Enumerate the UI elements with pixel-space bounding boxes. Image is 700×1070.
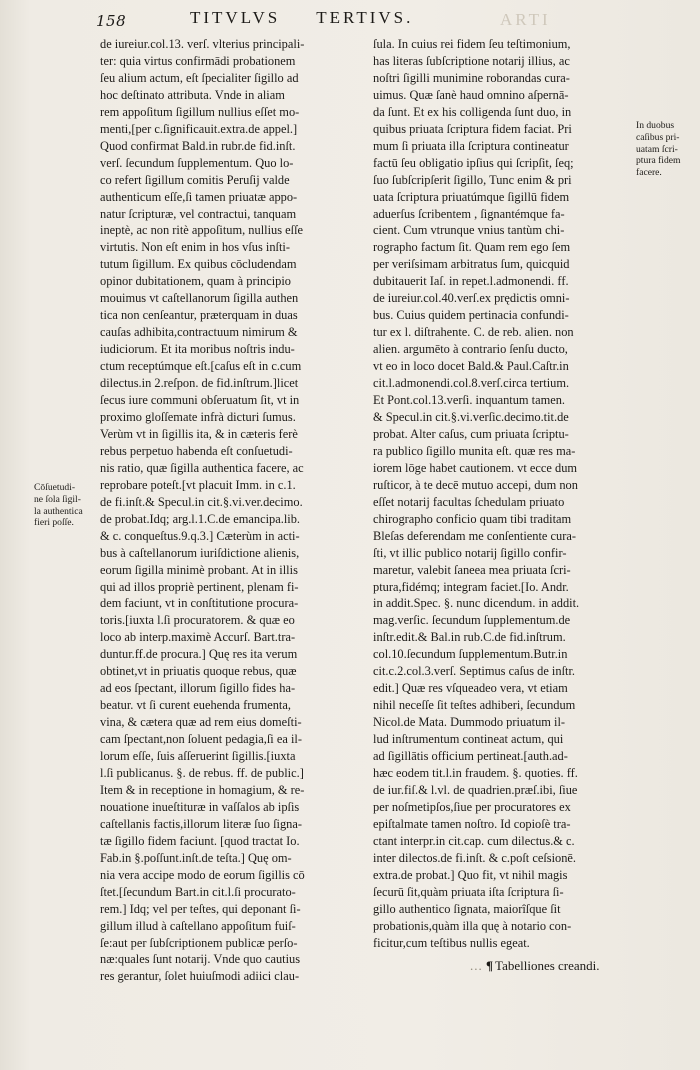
- text-line: nouatione inueſtituræ in vaſſalos ab ipſis: [100, 799, 300, 814]
- text-line: ra publico ſigillo munita eſt. quæ res ma-: [373, 443, 576, 458]
- text-line: rographo factum ſit. Quam rem ego ſem: [373, 240, 571, 255]
- text-line: Item & in receptione in homagium, & re-: [100, 782, 305, 797]
- text-line: rem appoſitum ſigillum nullius eſſet mo-: [100, 104, 300, 119]
- text-line: has literas ſubſcriptione notarij illius, ac: [373, 53, 570, 68]
- text-line: l.ſi publicanus. §. de rebus. ff. de public.]: [100, 765, 304, 780]
- text-line: ſecus iure communi obſeruatum ſit, vt in: [100, 393, 300, 408]
- text-line: virtutis. Non eſt enim in hos vſus inſti-: [100, 240, 290, 255]
- text-line: mum ſi priuata illa ſcriptura contineatur: [373, 138, 569, 153]
- text-line: ſtet.[ſecundum Bart.in cit.l.ſi procurato-: [100, 884, 296, 899]
- text-line: obtinet,vt in priuatis quoque rebus, quæ: [100, 664, 297, 679]
- text-line: Verùm vt in ſigillis ita, & in cæteris ferè: [100, 426, 298, 441]
- text-line: mag.verſic. ſecundum ſupplementum.de: [373, 613, 571, 628]
- right-text-column: [373, 36, 633, 951]
- pilcrow-icon: ¶: [486, 958, 494, 973]
- text-line: Et Pont.col.13.verſi. inquantum tamen.: [373, 393, 566, 408]
- text-line: per noſmetipſos,ſiue per procuratores ex: [373, 799, 571, 814]
- text-line: ſecurū ſit,quàm priuata iſta ſcriptura ſi-: [373, 884, 564, 899]
- text-line: de probat.Idq; arg.l.1.C.de emancipa.lib.: [100, 511, 301, 526]
- text-line: ruſticor, à te decē mutuo accepi, dum non: [373, 477, 578, 492]
- show-through-text: ARTI: [500, 10, 551, 29]
- text-line: lorum eſſe, ſuis aſſeruerint ſigillis.[iuxta: [100, 749, 296, 764]
- text-line: iudiciorum. Et ita moribus noſtris indu-: [100, 342, 295, 357]
- text-line: ctant interpr.in cit.cap. cum dilectus.& c.: [373, 833, 575, 848]
- text-line: reprobare poteſt.[vt placuit Imm. in c.1.: [100, 477, 296, 492]
- text-line: cient. Cum vtrunque vnius tantùm chi-: [373, 223, 565, 238]
- text-line: inſtr.edit.& Bal.in rub.C.de fid.inſtrum.: [373, 630, 566, 645]
- left-text-column: [100, 36, 365, 985]
- text-line: dem faciunt, vt in conſtitutione procura-: [100, 596, 299, 611]
- text-line: aduerſus ſcribentem , ſignantémque fa-: [373, 206, 565, 221]
- text-line: ſula. In cuius rei fidem ſeu teſtimonium,: [373, 37, 571, 51]
- text-line: authenticum eſſe,ſi tamen priuatæ appo-: [100, 189, 298, 204]
- margin-note-left: [34, 482, 100, 529]
- text-line: tæ ſigillo fidem faciunt. [quod tractat Io.: [100, 833, 300, 848]
- running-title: [190, 8, 413, 28]
- text-line: per veriſsimam arbitratus ſum, quicquid: [373, 257, 570, 272]
- text-line: næ:quales ſunt notarij. Vnde quo cautius: [100, 952, 301, 967]
- text-line: Quod confirmat Bald.in rubr.de fid.inſt.: [100, 138, 296, 153]
- text-line: ficitur,cum teſtibus nullis egeat.: [373, 935, 530, 950]
- catchword-leader: ...: [470, 958, 483, 973]
- text-line: factū ſeu obligatio ipſius qui ſcripſit, ſeq;: [373, 155, 574, 170]
- text-line: qui ad illos propriè pertinent, plenam fi-: [100, 579, 299, 594]
- text-line: nis ratio, quæ ſigilla authentica facere, ac: [100, 460, 304, 475]
- text-line: ſeu alium actum, eſt ſpecialiter ſigillo ad: [100, 70, 299, 85]
- catchword-text: Tabelliones creandi.: [495, 958, 600, 973]
- margin-note-line: In duobus: [636, 120, 675, 131]
- text-line: rem.] Idq; vel per teſtes, qui deponant ſi-: [100, 901, 301, 916]
- margin-note-line: ptura fidem: [636, 155, 681, 167]
- text-line: nia vera accipe modo de eorum ſigillis cō: [100, 867, 305, 882]
- text-line: epiſtalmate tamen noſtro. Id copioſè tra-: [373, 816, 571, 831]
- text-line: & Specul.in cit.§.vi.verſic.decimo.tit.de: [373, 409, 569, 424]
- text-line: ctum receptúmque eſt.[caſus eſt in c.cum: [100, 359, 302, 374]
- text-line: ad eos ſpectant, illorum ſigillo fides ha-: [100, 681, 296, 696]
- text-line: menti,[per c.ſignificauit.extra.de appel.]: [100, 121, 298, 136]
- text-line: Bleſas deferendam me conſentiente cura-: [373, 528, 576, 543]
- folio-number: 158: [96, 12, 127, 30]
- catchword: [470, 958, 600, 974]
- text-line: dilectus.in 2.reſpon. de fid.inſtrum.]licet: [100, 376, 299, 391]
- text-line: & c. conqueſtus.9.q.3.] Cæterùm in acti-: [100, 528, 300, 543]
- text-line: tur ex l. diſtrahente. C. de reb. alien. non: [373, 325, 574, 340]
- running-title-word-1: TITVLVS: [190, 8, 281, 27]
- text-line: hæc eodem tit.l.in fraudem. §. quoties. ff.: [373, 765, 578, 780]
- text-line: Nicol.de Mata. Dummodo priuatum il-: [373, 715, 566, 730]
- text-line: uimus. Quæ ſanè haud omnino aſpernā-: [373, 87, 569, 102]
- text-line: co refert ſigillum comitis Peruſij valde: [100, 172, 290, 187]
- text-line: da ſunt. Et ex his colligenda ſunt duo, in: [373, 104, 572, 119]
- text-line: duntur.ff.de procura.] Quę res ita verum: [100, 647, 298, 662]
- text-line: cit.l.admonendi.col.8.verſ.circa tertium.: [373, 376, 570, 391]
- text-line: maretur, valebit ſaneea mea priuata ſcri-: [373, 562, 571, 577]
- margin-note-right: [636, 120, 700, 179]
- text-line: ſti, vt illic publico notarij ſigillo confir-: [373, 545, 567, 560]
- text-line: nihil neceſſe ſit teſtes adhiberi, ſecundum: [373, 698, 576, 713]
- text-line: in addit.Spec. §. nunc dicendum. in addit.: [373, 596, 580, 611]
- text-line: ad ſigillātis officium pertineat.[auth.ad-: [373, 749, 568, 764]
- text-line: bus. Cuius quidem pertinacia confundi-: [373, 308, 569, 323]
- text-line: ptura,fidémq; integram faciet.[Io. Andr.: [373, 579, 569, 594]
- text-line: inter dilectos.de fi.inſt. & c.poſt ceſsionē.: [373, 850, 577, 865]
- text-line: de iur.fiſ.& l.vl. de quadrien.præſ.ibi, ſiue: [373, 782, 578, 797]
- text-line: uata ſcriptura priuatúmque ſigillū fidem: [373, 189, 570, 204]
- text-line: ſe:aut per ſubſcriptionem publicæ perſo-: [100, 935, 298, 950]
- text-line: vt eo in loco docet Bald.& Paul.Caſtr.in: [373, 359, 569, 374]
- text-line: cauſas adhibita,contractuum nimirum &: [100, 325, 298, 340]
- text-line: tica non cenſeantur, præterquam in duas: [100, 308, 298, 323]
- text-line: bus à caſtellanorum iuriſdictione alienis,: [100, 545, 300, 560]
- running-title-word-2: TERTIVS.: [316, 8, 414, 27]
- text-line: rebus perpetuo habenda eſt conſuetudi-: [100, 443, 293, 458]
- text-line: iorem lōge habet cautionem. vt ecce dum: [373, 460, 578, 475]
- text-line: caſtellanis factis,illorum literæ ſuo ſigna-: [100, 816, 302, 831]
- text-line: lud inſtrumentum contineat actum, qui: [373, 732, 564, 747]
- text-line: ſuo ſubſcripſerit ſigillo, Tunc enim & pri: [373, 172, 572, 187]
- text-line: probationis,quàm illa quę à notario con-: [373, 918, 572, 933]
- text-line: tutum ſigillum. Ex quibus cōcludendam: [100, 257, 297, 272]
- page-header: [0, 8, 700, 34]
- text-line: de fi.inſt.& Specul.in cit.§.vi.ver.decimo.: [100, 494, 303, 509]
- text-line: col.10.ſecundum ſupplementum.Butr.in: [373, 647, 568, 662]
- text-line: edit.] Quæ res vſqueadeo vera, vt etiam: [373, 681, 568, 696]
- text-line: opinor dubitationem, quam à principio: [100, 274, 291, 289]
- text-line: gillo authentico ſignata, maiorîſque ſit: [373, 901, 561, 916]
- text-line: mouimus vt caſtellanorum ſigilla authen: [100, 291, 299, 306]
- text-line: cit.c.2.col.3.verſ. Septimus caſus de inſtr.: [373, 664, 575, 679]
- text-line: ineptè, ac non ritè appoſitum, nullius eſſe: [100, 223, 304, 238]
- text-line: alien. argumēto à contrario ſenſu ducto,: [373, 342, 568, 357]
- margin-note-line: la authentica: [34, 505, 83, 517]
- text-line: cam ſpectant,non ſoluent pedagia,ſi ea il-: [100, 732, 302, 747]
- text-line: hoc deſtinato attributa. Vnde in aliam: [100, 87, 285, 102]
- text-line: beatur. vt ſi curent euehenda frumenta,: [100, 698, 291, 713]
- margin-note-line: Cōſuetudi-: [34, 482, 76, 493]
- text-line: Fab.in §.poſſunt.inſt.de teſta.] Quę om-: [100, 850, 292, 865]
- margin-note-line: fieri poſſe.: [34, 517, 74, 529]
- text-line: res gerantur, ſolet huiuſmodi adiici clau-: [100, 969, 300, 984]
- text-line: de iureiur.col.40.verſ.ex prędictis omni-: [373, 291, 570, 306]
- text-line: vina, & cætera quæ ad rem eius domeſti-: [100, 715, 302, 730]
- text-line: gillum illud à caſtellano appoſitum fuiſ-: [100, 918, 296, 933]
- text-line: proximo gloſſemate infrà dicturi ſumus.: [100, 409, 296, 424]
- text-line: probat. Alter caſus, cum priuata ſcriptu-: [373, 426, 569, 441]
- text-line: eſſet notarij facultas ſchedulam priuato: [373, 494, 565, 509]
- margin-note-line: facere.: [636, 167, 662, 179]
- text-line: extra.de probat.] Quo fit, vt nihil magis: [373, 867, 568, 882]
- text-line: eorum ſigilla minimè probant. At in illis: [100, 562, 298, 577]
- text-line: noſtri ſigilli munimine roborandas cura-: [373, 70, 570, 85]
- margin-note-line: caſibus pri-: [636, 131, 680, 143]
- text-line: ter: quia virtus confirmādi probationem: [100, 53, 296, 68]
- margin-note-line: uatam ſcri-: [636, 143, 678, 155]
- text-line: dubitauerit Iaſ. in repet.l.admonendi. ff.: [373, 274, 569, 289]
- text-line: verſ. ſecundum ſupplementum. Quo lo-: [100, 155, 294, 170]
- text-line: toris.[iuxta l.ſi procuratorem. & quæ eo: [100, 613, 295, 628]
- text-line: chirographo conficio quam tibi traditam: [373, 511, 572, 526]
- text-line: natur ſcripturæ, vel contractui, tanquam: [100, 206, 297, 221]
- margin-note-line: ne ſola ſigil-: [34, 493, 81, 505]
- text-line: quibus priuata ſcriptura fidem faciat. Pri: [373, 121, 572, 136]
- text-line: de iureiur.col.13. verſ. vlterius principali-: [100, 37, 305, 51]
- text-line: loco ab interp.maximè Accurſ. Bart.tra-: [100, 630, 296, 645]
